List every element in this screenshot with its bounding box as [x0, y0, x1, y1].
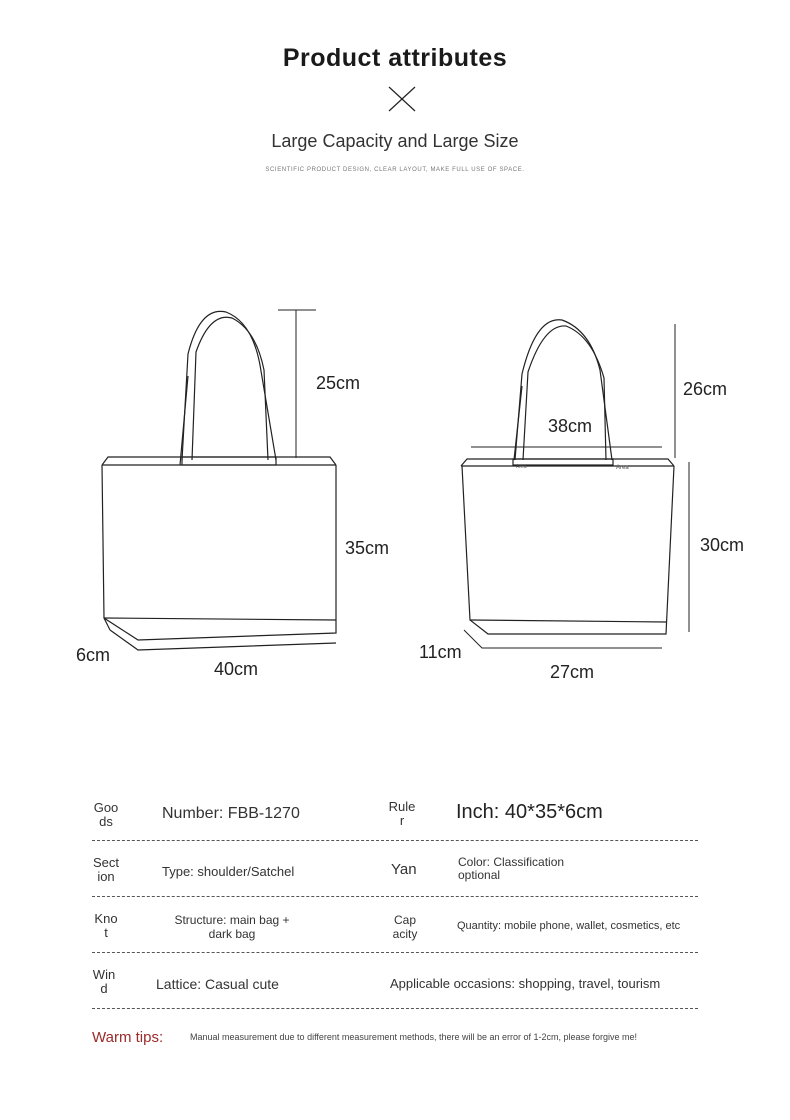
right-bag-depth: 11cm: [419, 642, 462, 662]
row-header: Cap acity: [392, 913, 418, 941]
bag-type: Type: shoulder/Satchel: [162, 864, 295, 879]
page-title: Product attributes: [282, 44, 508, 72]
table-divider: [92, 952, 698, 953]
left-bag-dimension-lines: [278, 310, 316, 458]
left-handle-length: 25cm: [316, 373, 361, 393]
product-number: Number: FBB-1270: [162, 805, 300, 822]
table-divider: [92, 840, 698, 841]
row-header: Goo ds: [93, 800, 119, 829]
bag-size-diagram: [0, 290, 790, 710]
area-label: Area: [616, 465, 629, 471]
style-info: Lattice: Casual cute: [156, 976, 279, 992]
area-label: Area: [516, 464, 527, 470]
right-bag-height: 30cm: [700, 535, 745, 555]
cross-icon: [385, 84, 419, 114]
table-divider: [92, 1008, 698, 1009]
row-header: Kno t: [94, 911, 118, 940]
row-header: Sect ion: [92, 855, 119, 884]
left-bag-depth: 6cm: [76, 645, 111, 665]
warm-tips-label: Warm tips:: [92, 1029, 164, 1046]
row-header: Yan: [391, 861, 417, 878]
right-bag-width: 27cm: [550, 662, 595, 682]
table-divider: [92, 896, 698, 897]
left-bag-drawing: [102, 311, 336, 650]
right-handle-length: 26cm: [683, 379, 728, 399]
capacity-info: Quantity: mobile phone, wallet, cosmetics, etc: [457, 920, 681, 932]
occasions-info: Applicable occasions: shopping, travel, tourism: [390, 976, 661, 991]
row-header: Rule r: [388, 799, 416, 828]
right-bag-dimension-lines: [464, 324, 689, 648]
row-header: Win d: [92, 967, 116, 996]
size-inch: Inch: 40*35*6cm: [456, 801, 603, 823]
right-bag-drawing: [461, 320, 674, 634]
right-bag-opening: 38cm: [548, 416, 593, 436]
color-info: Color: Classification optional: [458, 855, 565, 882]
page-subtitle: Large Capacity and Large Size: [271, 131, 519, 151]
warm-tips-text: Manual measurement due to different measurement methods, there will be an error of 1-2cm, please forgive me!: [190, 1032, 638, 1042]
left-bag-width: 40cm: [214, 659, 259, 679]
bag-structure: Structure: main bag + dark bag: [174, 913, 290, 941]
left-bag-height: 35cm: [345, 538, 390, 558]
tagline: SCIENTIFIC PRODUCT DESIGN, CLEAR LAYOUT, MAKE FULL USE OF SPACE.: [265, 167, 525, 173]
